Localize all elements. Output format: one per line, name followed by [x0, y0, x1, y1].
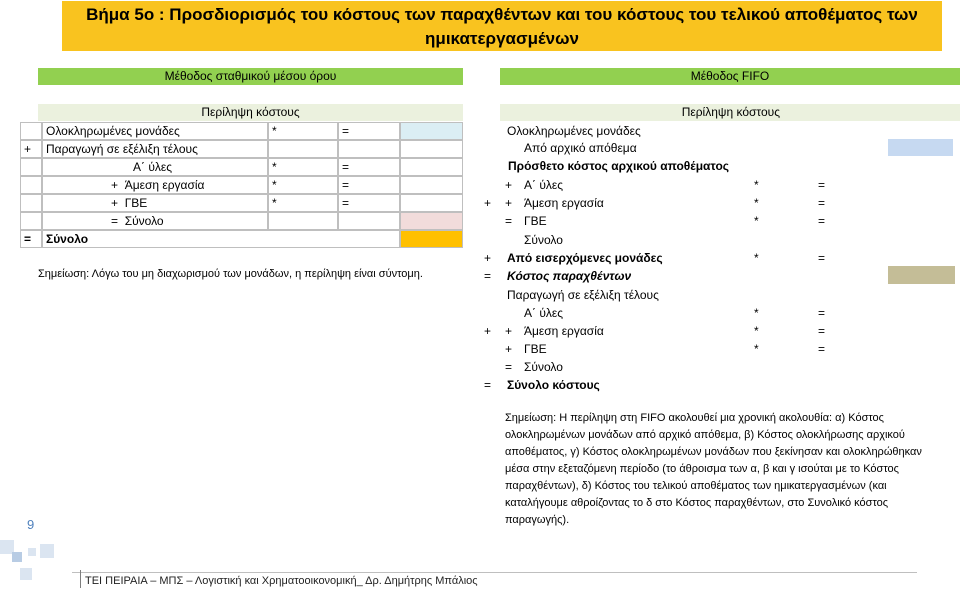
empty-cell [338, 212, 400, 230]
overhead-label: ΓΒΕ [524, 214, 547, 228]
multiply-sign: * [268, 158, 338, 176]
equals-sign: = [484, 378, 492, 392]
equals-sign: = [818, 324, 826, 338]
cost-produced-label: Κόστος παραχθέντων [507, 269, 632, 283]
equals-sign: = [484, 269, 492, 283]
op-cell [20, 158, 42, 176]
equals-sign: = [338, 158, 400, 176]
decorative-square [20, 568, 32, 580]
footer-divider [72, 572, 917, 573]
beginning-inventory-cost-cell[interactable] [888, 139, 953, 156]
subtotal-cell[interactable] [400, 212, 463, 230]
materials-label: Α΄ ύλες [524, 178, 564, 192]
plus-sign: + [505, 178, 513, 192]
equals-sign: = [818, 214, 826, 228]
value-cell[interactable] [400, 176, 463, 194]
row-label-text: Σύνολο [124, 214, 164, 228]
left-note: Σημείωση: Λόγω του μη διαχωρισμού των μονάδων, η περίληψη είναι σύντομη. [38, 268, 423, 280]
multiply-sign: * [268, 194, 338, 212]
value-cell[interactable] [400, 194, 463, 212]
row-label [42, 176, 268, 194]
from-started-units-label: Από εισερχόμενες μονάδες [507, 251, 663, 265]
row-label-text: Άμεση εργασία [124, 178, 205, 192]
materials-label: Α΄ ύλες [524, 306, 564, 320]
decorative-square [28, 548, 36, 556]
total-value-cell[interactable] [400, 230, 463, 248]
fifo-method-header: Μέθοδος FIFO [500, 68, 960, 85]
equals-sign: = [505, 360, 513, 374]
total-label: Σύνολο [524, 233, 563, 247]
footer-text: ΤΕΙ ΠΕΙΡΑΙΑ – ΜΠΣ – Λογιστική και Χρηματοοικονομική_ Δρ. Δημήτρης Μπάλιος [85, 575, 478, 587]
plus-sign: + [111, 178, 119, 192]
decorative-square [12, 552, 22, 562]
plus-sign: + [505, 324, 513, 338]
completed-units-label: Ολοκληρωμένες μονάδες [507, 124, 641, 138]
plus-sign: + [484, 196, 492, 210]
left-summary-header: Περίληψη κόστους [38, 104, 463, 121]
page-title: Βήμα 5ο : Προσδιορισμός του κόστους των παραχθέντων και του κόστους του τελικού αποθέματος των ημικατεργασμένων [62, 1, 942, 51]
decorative-square [40, 544, 54, 558]
row-label: Παραγωγή σε εξέλιξη τέλους [42, 140, 268, 158]
row-label [42, 212, 268, 230]
right-summary-header: Περίληψη κόστους [500, 104, 960, 121]
equals-sign: = [338, 122, 400, 140]
plus-sign: + [484, 324, 492, 338]
cost-produced-cell[interactable] [888, 266, 955, 284]
op-cell: + [20, 140, 42, 158]
equals-sign: = [818, 251, 826, 265]
labor-label: Άμεση εργασία [524, 196, 604, 210]
footer-separator [80, 570, 81, 588]
multiply-sign: * [268, 176, 338, 194]
empty-cell [400, 140, 463, 158]
equals-sign: = [505, 214, 513, 228]
value-cell[interactable] [400, 158, 463, 176]
op-cell [20, 212, 42, 230]
plus-sign: + [484, 251, 492, 265]
total-label: Σύνολο [524, 360, 563, 374]
op-cell [20, 194, 42, 212]
value-cell[interactable] [400, 122, 463, 140]
multiply-sign: * [754, 306, 759, 320]
plus-sign: + [111, 196, 119, 210]
op-cell [20, 122, 42, 140]
op-cell [20, 176, 42, 194]
multiply-sign: * [754, 342, 759, 356]
equals-sign: = [818, 196, 826, 210]
empty-cell [268, 140, 338, 158]
fifo-note: Σημείωση: Η περίληψη στη FIFO ακολουθεί μια χρονική ακολουθία: α) Κόστος ολοκληρωμένων μονάδων από αρχικό απόθεμα, β) Κόστος ολοκλήρωσης αρχικού αποθέματος, γ) Κόστος ολοκληρωμένων μονάδων που ξεκίνησαν και ολοκληρώθηκαν μέσα στην εξεταζόμενη περίοδο (το άθροισμα των α, β και γ ισούται με το Κόστος παραχθέντων), δ) Κόστος του τελικού αποθέματος των ημικατεργασμένων (και καταλήγουμε αθροίζοντας το δ στο Κόστος παραχθέντων, στο Συνολικό κόστος παραγωγής). [505, 412, 922, 526]
plus-sign: + [505, 342, 513, 356]
multiply-sign: * [754, 324, 759, 338]
row-label: Α΄ ύλες [42, 158, 268, 176]
multiply-sign: * [268, 122, 338, 140]
op-cell: = [20, 230, 42, 248]
equals-sign: = [338, 194, 400, 212]
wip-end-label: Παραγωγή σε εξέλιξη τέλους [507, 288, 659, 302]
row-label-text: ΓΒΕ [124, 196, 148, 210]
multiply-sign: * [754, 251, 759, 265]
total-cost-label: Σύνολο κόστους [507, 378, 600, 392]
equals-sign: = [338, 176, 400, 194]
added-cost-label: Πρόσθετο κόστος αρχικού αποθέματος [508, 159, 730, 173]
empty-cell [268, 212, 338, 230]
equals-sign: = [818, 342, 826, 356]
multiply-sign: * [754, 214, 759, 228]
total-label: Σύνολο [42, 230, 400, 248]
equals-sign: = [818, 306, 826, 320]
row-label: Ολοκληρωμένες μονάδες [42, 122, 268, 140]
page-number: 9 [27, 517, 35, 532]
overhead-label: ΓΒΕ [524, 342, 547, 356]
weighted-average-method-header: Μέθοδος σταθμικού μέσου όρου [38, 68, 463, 85]
row-label [42, 194, 268, 212]
multiply-sign: * [754, 178, 759, 192]
empty-cell [338, 140, 400, 158]
plus-sign: + [505, 196, 513, 210]
multiply-sign: * [754, 196, 759, 210]
from-beginning-inventory-label: Από αρχικό απόθεμα [524, 141, 637, 155]
equals-sign: = [111, 214, 119, 228]
equals-sign: = [818, 178, 826, 192]
labor-label: Άμεση εργασία [524, 324, 604, 338]
